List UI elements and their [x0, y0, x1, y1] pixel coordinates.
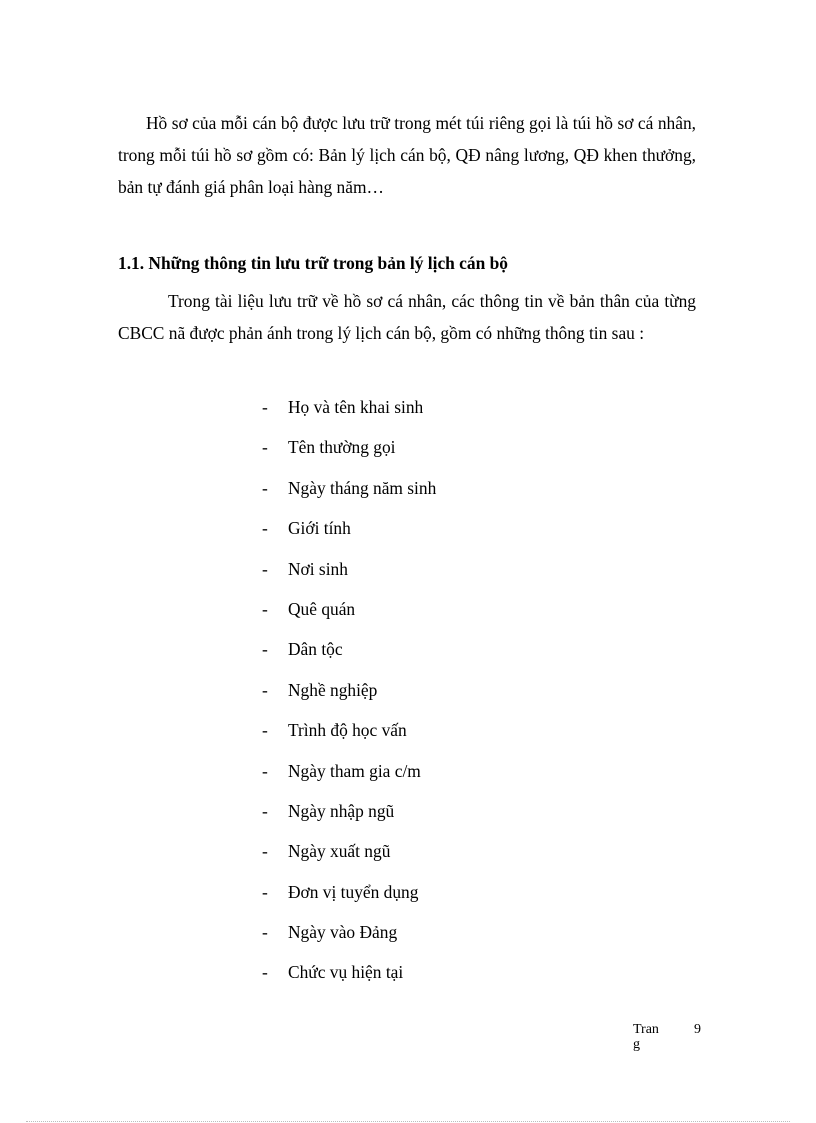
- list-item: [262, 916, 436, 956]
- list-item-text: Ngày tham gia c/m: [288, 760, 421, 781]
- list-item: [262, 593, 436, 633]
- dash-bullet-icon: -: [262, 477, 268, 498]
- list-item-text: Chức vụ hiện tại: [288, 962, 404, 983]
- list-item: [262, 553, 436, 593]
- page-label: Trang: [633, 1022, 659, 1052]
- dash-bullet-icon: -: [262, 639, 268, 660]
- list-item-text: Trình độ học vấn: [288, 720, 407, 741]
- page-break-divider: [26, 1121, 790, 1122]
- list-item: [262, 391, 436, 431]
- dash-bullet-icon: -: [262, 841, 268, 862]
- list-item: [262, 795, 436, 835]
- list-item-text: Ngày vào Đảng: [288, 922, 398, 943]
- list-item-text: Ngày tháng năm sinh: [288, 477, 437, 498]
- dash-bullet-icon: -: [262, 598, 268, 619]
- list-item-text: Dân tộc: [288, 639, 343, 660]
- dash-bullet-icon: -: [262, 679, 268, 700]
- section-heading: 1.1. Những thông tin lưu trữ trong bản lý lịch cán bộ: [118, 253, 508, 273]
- list-item-text: Nơi sinh: [288, 558, 348, 579]
- list-item: [262, 876, 436, 916]
- list-item: [262, 512, 436, 552]
- list-item: [262, 431, 436, 471]
- dash-bullet-icon: -: [262, 881, 268, 902]
- dash-bullet-icon: -: [262, 437, 268, 458]
- list-item: [262, 633, 436, 673]
- dash-bullet-icon: -: [262, 397, 268, 417]
- list-item-text: Tên thường gọi: [288, 437, 396, 458]
- page-number: 9: [694, 1022, 701, 1037]
- section-paragraph: Trong tài liệu lưu trữ về hồ sơ cá nhân, các thông tin về bản thân của từng CBCC nã được phản ánh trong lý lịch cán bộ, gồm có những thông tin sau :: [118, 291, 696, 343]
- list-item-text: Giới tính: [288, 518, 351, 539]
- list-item: [262, 674, 436, 714]
- list-item: [262, 956, 436, 996]
- dash-bullet-icon: -: [262, 518, 268, 539]
- dash-bullet-icon: -: [262, 558, 268, 579]
- list-item-text: Nghề nghiệp: [288, 679, 378, 700]
- list-item-text: Quê quán: [288, 598, 356, 619]
- dash-bullet-icon: -: [262, 760, 268, 781]
- list-item-text: Họ và tên khai sinh: [288, 397, 424, 417]
- info-list: [262, 391, 436, 997]
- intro-paragraph: Hồ sơ của mỗi cán bộ được lưu trữ trong mét túi riêng gọi là túi hồ sơ cá nhân, trong mỗi túi hồ sơ gồm có: Bản lý lịch cán bộ, QĐ nâng lương, QĐ khen thưởng, bản tự đánh giá phân loại hàng năm…: [118, 113, 696, 197]
- list-item: [262, 472, 436, 512]
- dash-bullet-icon: -: [262, 962, 268, 983]
- list-item-text: Ngày xuất ngũ: [288, 841, 391, 862]
- list-item: [262, 714, 436, 754]
- list-item-text: Ngày nhập ngũ: [288, 800, 395, 821]
- list-item-text: Đơn vị tuyển dụng: [288, 881, 419, 902]
- dash-bullet-icon: -: [262, 922, 268, 943]
- dash-bullet-icon: -: [262, 720, 268, 741]
- list-item: [262, 755, 436, 795]
- list-item: [262, 835, 436, 875]
- dash-bullet-icon: -: [262, 800, 268, 821]
